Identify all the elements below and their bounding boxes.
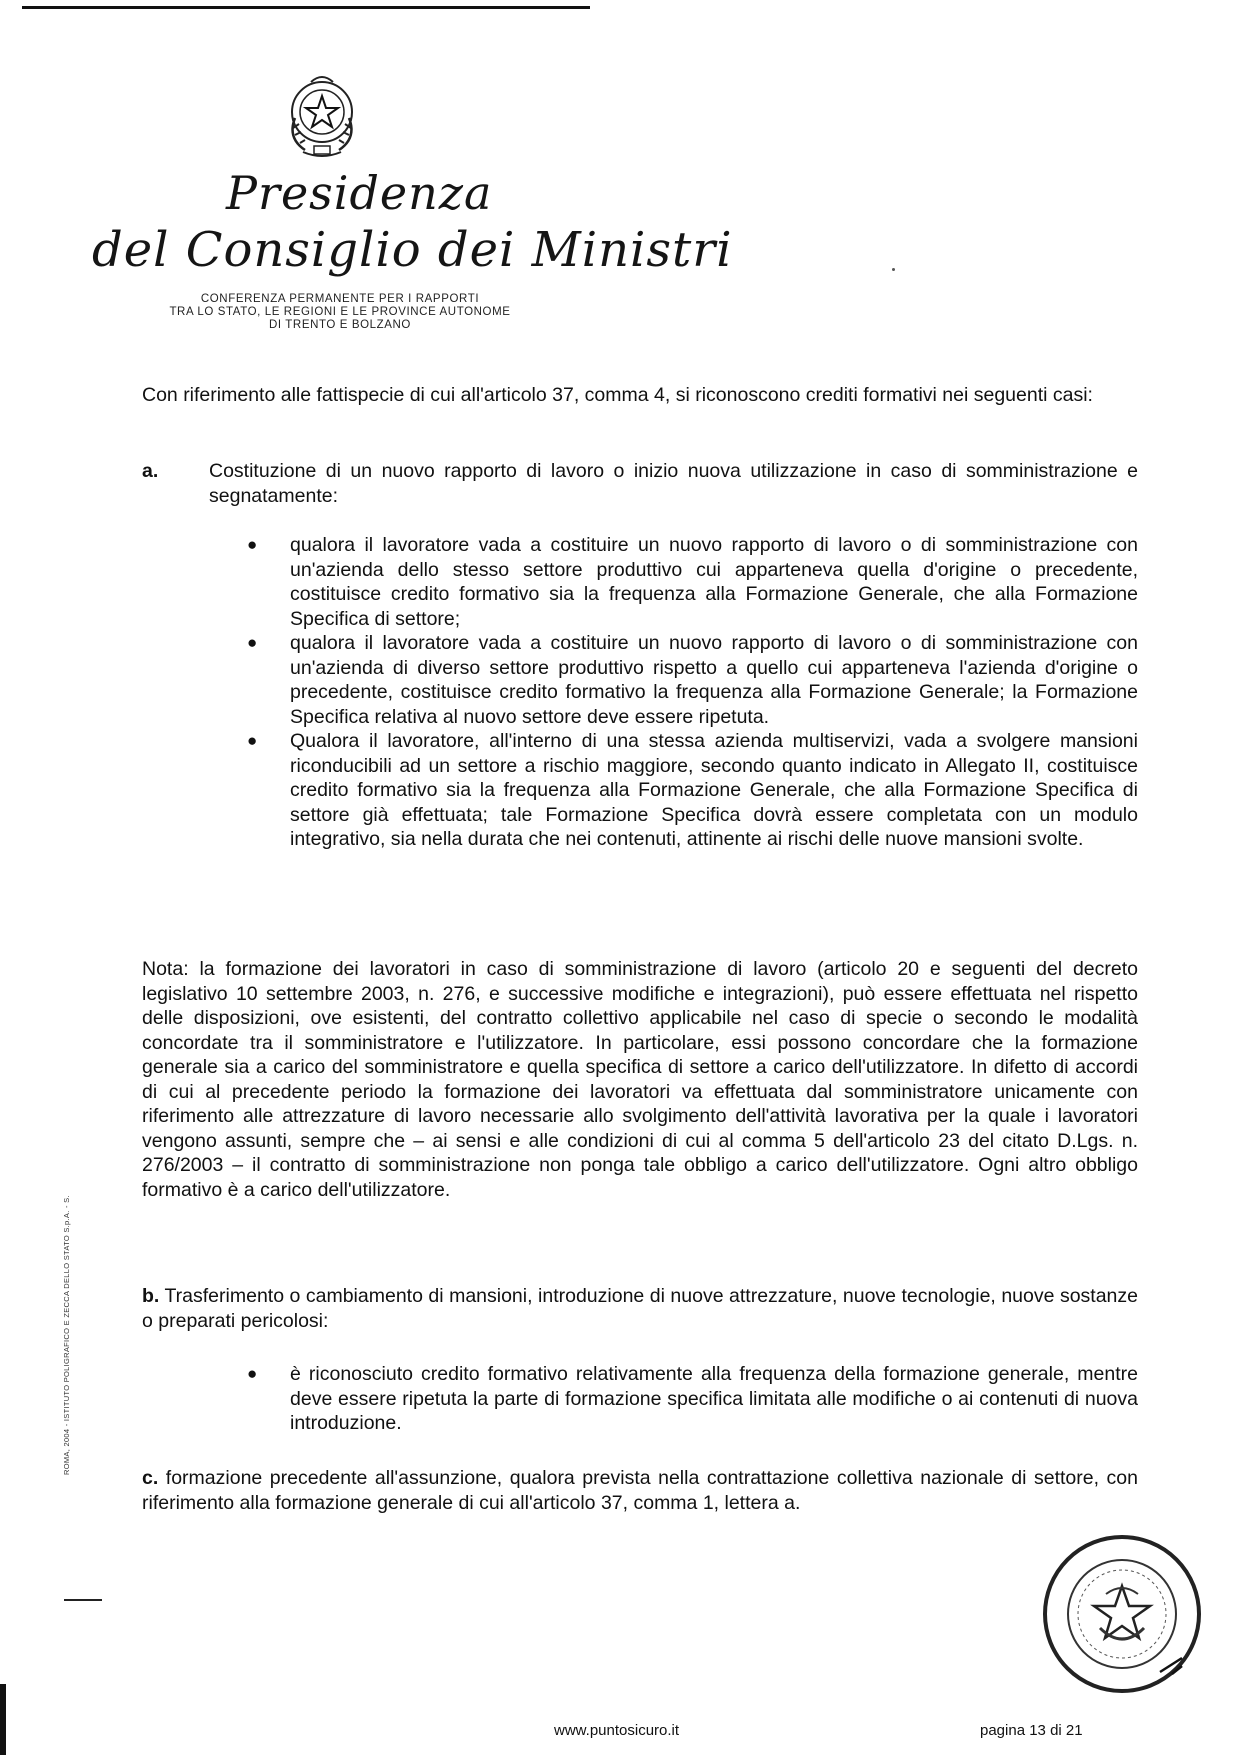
item-c-text: formazione precedente all'assunzione, qualora prevista nella contrattazione collettiva nazionale di settore, con riferimento alla formazione generale di cui all'articolo 37, comma 1, lettera a. <box>142 1467 1138 1514</box>
institution-line-1: CONFERENZA PERMANENTE PER I RAPPORTI <box>200 293 480 305</box>
list-item: ● Qualora il lavoratore, all'interno di una stessa azienda multiservizi, vada a svolgere mansioni riconducibili ad un settore a rischio maggiore, secondo quanto indicato in Allegato II, costituisce credito formativo sia la frequenza alla Formazione Generale, che alla Formazione Specifica di settore già effettuata; tale Formazione Specifica dovrà essere completata con un modulo integrativo, sia nella durata che nei contenuti, attinente ai rischi delle nuove mansioni svolte. <box>247 730 1138 850</box>
item-a-bullet-list <box>247 533 1138 852</box>
bullet-icon: ● <box>247 535 258 554</box>
institution-block <box>160 293 520 332</box>
item-a-label: a. <box>142 460 159 482</box>
institution-line-2: TRA LO STATO, LE REGIONI E LE PROVINCE AUTONOME <box>169 306 511 318</box>
stray-dot <box>892 268 895 271</box>
item-b-text: Trasferimento o cambiamento di mansioni, introduzione di nuove attrezzature, nuove tecnologie, nuove sostanze o preparati pericolosi: <box>142 1285 1138 1332</box>
official-seal-stamp-icon <box>1040 1532 1205 1697</box>
list-item: ● è riconosciuto credito formativo relativamente alla frequenza della formazione generale, mentre deve essere ripetuta la parte di formazione specifica limitata alle modifiche o ai contenuti di nuova introduzione. <box>247 1363 1138 1434</box>
footer-url[interactable]: www.puntosicuro.it <box>554 1722 680 1739</box>
nota-paragraph: Nota: la formazione dei lavoratori in caso di somministrazione di lavoro (articolo 20 e seguenti del decreto legislativo 10 settembre 2003, n. 276, e successive modifiche e integrazioni), può essere effettuata nel rispetto delle disposizioni, ove esistenti, del contratto collettivo applicabile nel caso di specie o secondo le modalità concordate tra il somministratore e l'utilizzatore. In particolare, essi possono concordare che la formazione generale sia a carico del somministratore e quella specifica di settore a carico dell'utilizzatore. In difetto di accordi di cui al precedente periodo la formazione dei lavoratori va effettuata dal somministratore unicamente con riferimento alle attrezzature di lavoro necessarie allo svolgimento dell'attività lavorativa per la quale i lavoratori vengono assunti, sempre che – ai sensi e alle condizioni di cui al comma 5 dell'articolo 23 del citato D.Lgs. n. 276/2003 – il contratto di somministrazione non ponga tale obbligo a carico dell'utilizzatore. Ogni altro obbligo formativo è a carico dell'utilizzatore. <box>142 958 1138 1201</box>
list-item: ● qualora il lavoratore vada a costituire un nuovo rapporto di lavoro o di somministrazione con un'azienda dello stesso settore produttivo cui apparteneva quella d'origine o precedente, costituisce credito formativo sia la frequenza alla Formazione Generale, che alla Formazione Specifica di settore; <box>247 534 1138 630</box>
top-rule <box>22 6 590 9</box>
item-b-paragraph <box>142 1284 1138 1333</box>
consiglio-dei-ministri-script: del Consiglio dei Ministri <box>92 222 733 278</box>
margin-print-text: ROMA, 2004 - ISTITUTO POLIGRAFICO E ZECCA DELLO STATO S.p.A. - S. <box>62 1195 71 1475</box>
bullet-icon: ● <box>247 633 258 652</box>
institution-line-3: DI TRENTO E BOLZANO <box>269 319 411 331</box>
page-number: pagina 13 di 21 <box>980 1722 1083 1739</box>
margin-dash <box>64 1599 102 1601</box>
bullet-icon: ● <box>247 1364 258 1383</box>
item-b-label: b. <box>142 1285 160 1307</box>
italian-republic-emblem-icon <box>281 68 363 164</box>
presidenza-script: Presidenza <box>226 166 493 220</box>
item-c-label: c. <box>142 1467 159 1489</box>
intro-paragraph: Con riferimento alle fattispecie di cui all'articolo 37, comma 4, si riconoscono crediti formativi nei seguenti casi: <box>142 384 1093 406</box>
item-c-paragraph <box>142 1466 1138 1515</box>
bullet-icon: ● <box>247 731 258 750</box>
item-b-bullet-list <box>247 1362 1138 1436</box>
item-a-text: Costituzione di un nuovo rapporto di lavoro o inizio nuova utilizzazione in caso di somministrazione e segnatamente: <box>209 460 1138 507</box>
list-item: ● qualora il lavoratore vada a costituire un nuovo rapporto di lavoro o di somministrazione con un'azienda di diverso settore produttivo rispetto a quello cui apparteneva l'azienda d'origine o precedente, costituisce credito formativo la frequenza alla Formazione Generale; la Formazione Specifica relativa al nuovo settore deve essere ripetuta. <box>247 632 1138 728</box>
left-edge-bar <box>0 1684 6 1755</box>
